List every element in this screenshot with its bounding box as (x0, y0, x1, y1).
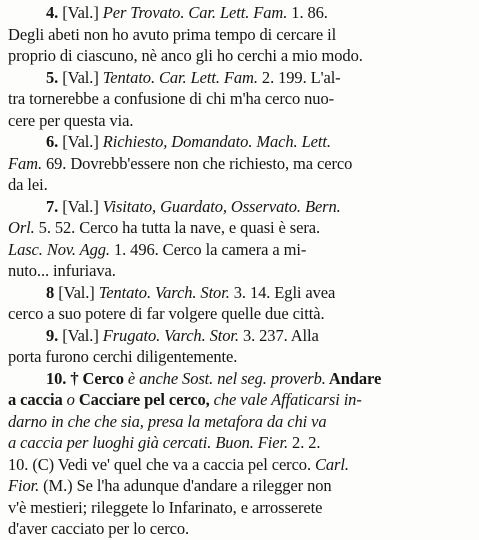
text-segment: a caccia per luoghi già cercati. Buon. Fier. (8, 433, 289, 452)
text-line (0, 518, 479, 540)
text-segment: Visitato, Guardato, Osservato. Bern. (102, 196, 341, 216)
text-line (0, 88, 479, 110)
text-line (0, 67, 479, 89)
text-line (0, 24, 479, 46)
text-line (0, 174, 479, 196)
text-segment: 2. 199. L'al- (257, 67, 341, 87)
text-segment: Fior. (8, 476, 40, 495)
text-segment: Carl. (315, 454, 349, 474)
text-line (0, 217, 479, 239)
text-line (0, 346, 479, 368)
text-segment: Per Trovato. Car. Lett. Fam. (102, 3, 288, 22)
text-line (0, 282, 479, 304)
text-segment: Tentato. Varch. Stor. (98, 282, 230, 302)
text-segment: è anche Sost. nel seg. proverb. (127, 368, 326, 388)
text-line (0, 153, 479, 175)
text-segment: 1. 496. Cerco la camera a mi- (109, 239, 307, 259)
text-line (0, 411, 479, 433)
text-segment: porta furono cerchi diligentemente. (8, 347, 238, 366)
text-segment: 1. 86. (287, 3, 328, 22)
text-line (0, 432, 479, 454)
text-segment: [Val.] (62, 196, 103, 216)
text-segment: Cacciare pel cerco, (78, 390, 210, 409)
text-line (0, 239, 479, 261)
text-line (0, 368, 479, 390)
text-line (0, 131, 479, 153)
text-segment: [Val.] (58, 282, 99, 302)
text-segment: (M.) Se l'ha adunque d'andare a rilegger non (39, 476, 332, 495)
text-segment: Orl. (8, 218, 35, 237)
text-segment: proprio di ciascuno, nè anco gli ho cerchi a mio modo. (8, 46, 363, 65)
text-segment: 4. (46, 3, 63, 22)
text-segment: darno in che che sia, presa la metafora da chi va (8, 411, 327, 431)
text-segment: [Val.] (62, 325, 103, 345)
text-segment: Richiesto, Domandato. Mach. Lett. (102, 132, 331, 151)
text-segment: Frugato. Varch. Stor. (102, 325, 239, 345)
text-segment: Degli abeti non ho avuto prima tempo di cercare il (8, 24, 337, 44)
text-segment: cere per questa via. (8, 110, 134, 130)
text-segment: 69. Dovrebb'essere non che richiesto, ma cerco (41, 153, 353, 173)
text-segment: 5. 52. Cerco ha tutta la nave, e quasi è sera. (34, 218, 320, 237)
text-line (0, 475, 479, 497)
text-segment: [Val.] (62, 132, 103, 151)
text-line (0, 303, 479, 325)
text-segment: tra tornerebbe a confusione di chi m'ha cerco nuo- (8, 89, 334, 108)
text-segment: che vale Affaticarsi in- (209, 390, 362, 409)
text-segment: 6. (46, 132, 63, 151)
text-line (0, 260, 479, 282)
text-segment: v'è mestieri; rileggete lo Infarinato, e arrosserete (8, 497, 323, 517)
text-segment: Fam. (8, 153, 42, 173)
text-segment: Andare (325, 368, 382, 388)
text-line (0, 454, 479, 476)
text-segment: nuto... infuriava. (8, 261, 116, 280)
text-segment: 2. 2. (288, 433, 321, 452)
text-segment: 5. (46, 67, 63, 87)
text-segment: [Val.] (62, 3, 103, 22)
text-segment: 10. † Cerco (46, 368, 128, 388)
text-segment: 3. 237. Alla (238, 325, 319, 345)
text-segment: d'aver cacciato per lo cerco. (8, 519, 189, 538)
text-segment: 9. (46, 325, 63, 345)
text-segment: o (62, 390, 79, 409)
text-line (0, 497, 479, 519)
text-segment: 3. 14. Egli avea (229, 282, 336, 302)
text-line (0, 2, 479, 24)
text-segment: cerco a suo potere di far volgere quelle due città. (8, 304, 325, 323)
text-line (0, 45, 479, 67)
text-segment: 7. (46, 196, 63, 216)
text-line (0, 196, 479, 218)
text-line (0, 110, 479, 132)
text-line (0, 325, 479, 347)
text-segment: da lei. (8, 175, 48, 194)
text-segment: a caccia (8, 390, 63, 409)
text-segment: Lasc. Nov. Agg. (8, 239, 110, 259)
text-segment: 10. (C) Vedi ve' quel che va a caccia pel cerco. (8, 454, 315, 474)
text-line (0, 389, 479, 411)
text-segment: 8 (46, 282, 59, 302)
text-segment: Tentato. Car. Lett. Fam. (102, 67, 258, 87)
text-segment: [Val.] (62, 67, 103, 87)
